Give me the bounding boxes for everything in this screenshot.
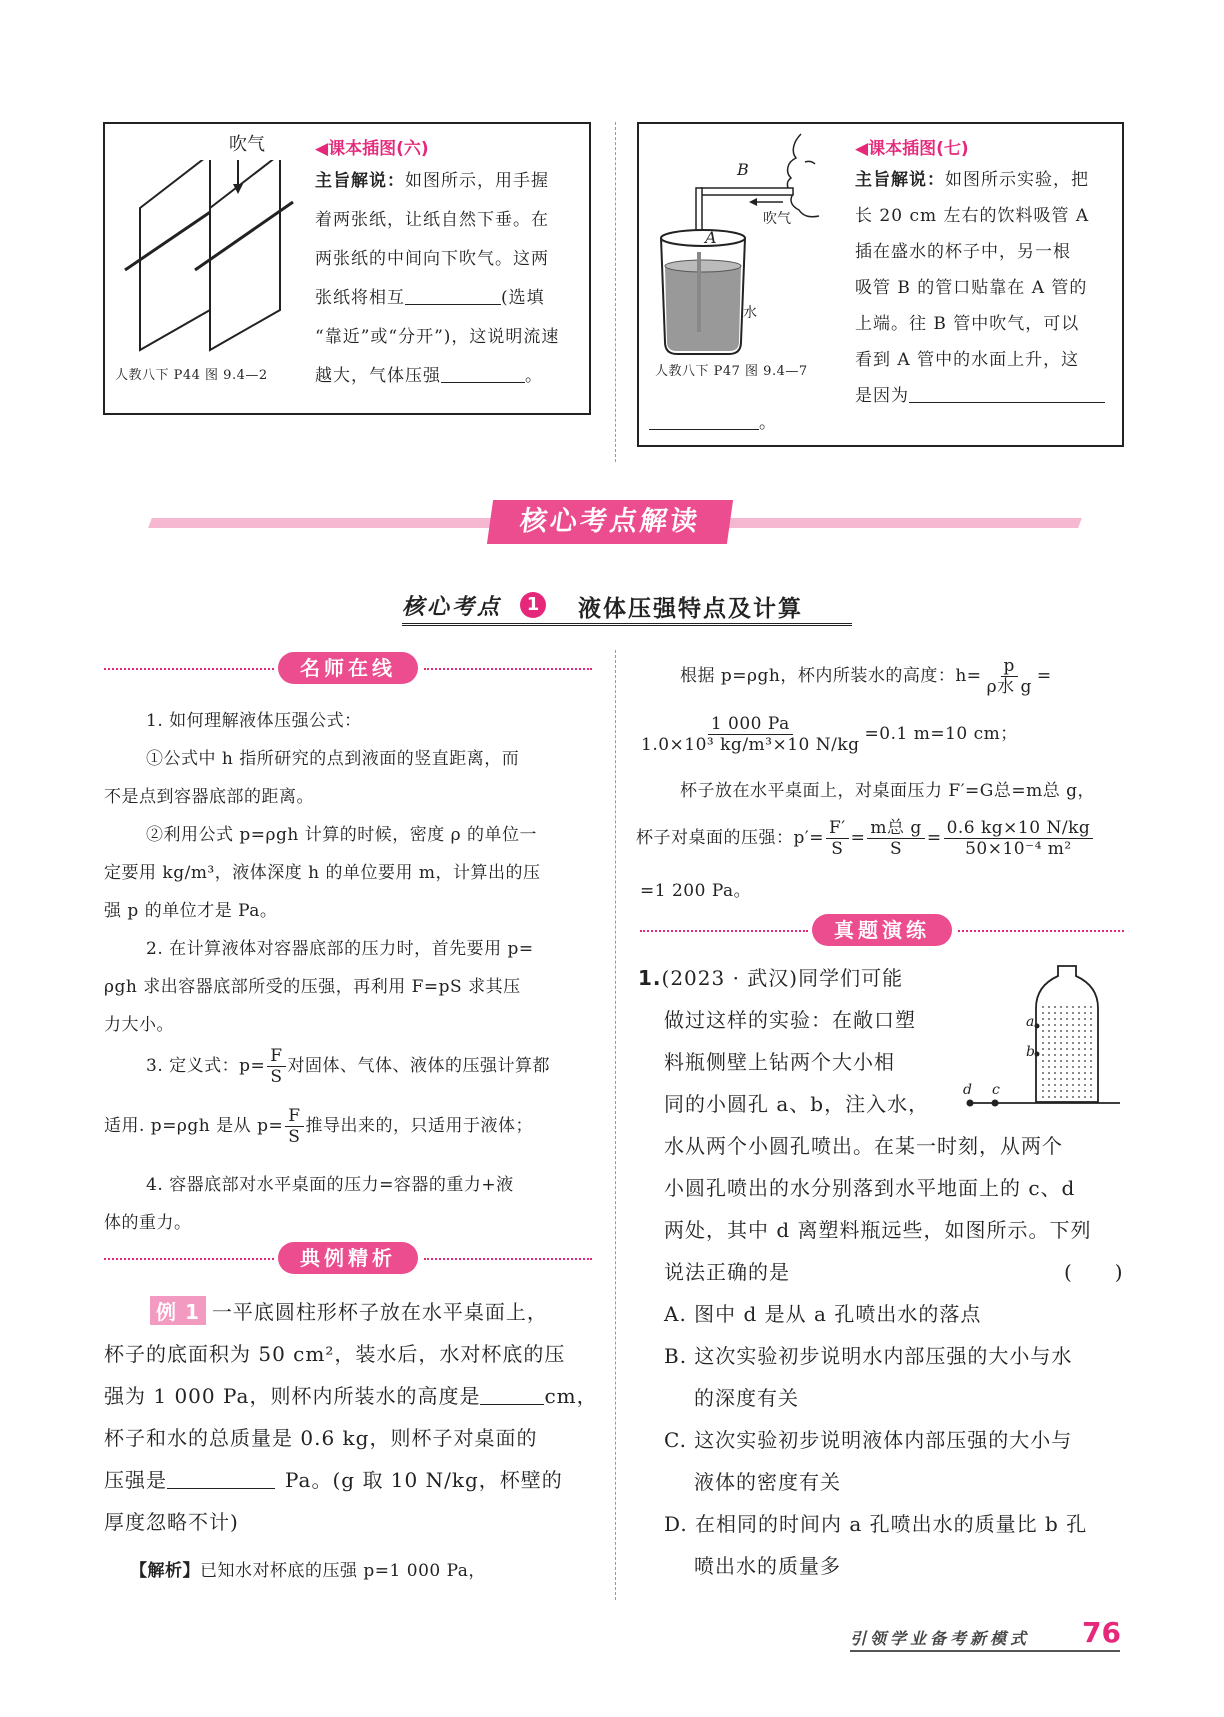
teacher-l11a: 适用. p=ρgh 是从 p= xyxy=(104,1116,284,1136)
figure6-line1: 如图所示，用手握 xyxy=(405,171,549,191)
figure7-last-line xyxy=(649,408,776,433)
teacher-l7: 2. 在计算液体对容器底部的压力时，首先要用 p= xyxy=(146,939,534,959)
answer-blank[interactable] xyxy=(480,1383,544,1405)
figure7-line7: 是因为 xyxy=(855,386,909,406)
practice-q-l5: 水从两个小圆孔喷出。在某一时刻，从两个 xyxy=(664,1134,1063,1158)
solution-r2 xyxy=(636,714,1018,755)
figure7-box xyxy=(637,122,1124,447)
teacher-header: 名师在线 xyxy=(278,652,418,684)
figure6-line6b: 。 xyxy=(525,366,543,386)
example-tag: 例 1 xyxy=(150,1296,206,1325)
figure6-line4b: (选填 xyxy=(501,288,545,308)
example-l3a: 强为 1 000 Pa，则杯内所装水的高度是 xyxy=(104,1384,481,1408)
answer-blank[interactable] xyxy=(405,287,501,305)
option-c-line2: 液体的密度有关 xyxy=(694,1470,841,1494)
keypoint-number: 1 xyxy=(520,592,546,618)
pressure-fraction xyxy=(285,1106,303,1147)
frac-num: p xyxy=(1001,656,1018,677)
teacher-l5: 定要用 kg/m³，液体深度 h 的单位要用 m，计算出的压 xyxy=(104,863,541,883)
option-d-line2: 喷出水的质量多 xyxy=(694,1554,841,1578)
figure7-line6: 看到 A 管中的水面上升，这 xyxy=(855,350,1080,370)
frac-den: 1.0×10³ kg/m³×10 N/kg xyxy=(641,735,860,755)
height-fraction xyxy=(984,656,1035,697)
footer-slogan: 引领学业备考新模式 xyxy=(850,1629,1031,1648)
mass-fraction xyxy=(867,818,924,859)
teacher-l11 xyxy=(104,1106,533,1147)
question-number: 1. xyxy=(638,966,662,990)
solution-r2b: =0.1 m=10 cm； xyxy=(864,724,1018,744)
example-divider-left xyxy=(104,1258,274,1260)
frac-den: S xyxy=(288,1127,301,1147)
point-c-label: c xyxy=(992,1082,1000,1098)
figure6-text xyxy=(315,162,585,396)
example-divider-right xyxy=(424,1258,592,1260)
figure7-line3: 插在盛水的杯子中，另一根 xyxy=(855,242,1071,262)
hole-b-label: b xyxy=(1026,1044,1035,1060)
figure7-line1: 如图所示实验，把 xyxy=(945,170,1089,190)
option-d-line1[interactable]: D. 在相同的时间内 a 孔喷出水的质量比 b 孔 xyxy=(664,1512,1088,1536)
bottle-illustration xyxy=(950,962,1120,1112)
teacher-l10a: 3. 定义式：p= xyxy=(146,1056,266,1076)
solution-r1 xyxy=(680,656,1052,697)
frac-num: F xyxy=(267,1046,285,1067)
teacher-divider-left xyxy=(104,668,274,670)
practice-q-l3: 料瓶侧壁上钻两个大小相 xyxy=(664,1050,895,1074)
blow-label: 吹气 xyxy=(229,134,265,155)
solution-r5: =1 200 Pa。 xyxy=(640,881,752,901)
pressure-fraction xyxy=(826,818,849,859)
column-divider xyxy=(615,650,616,1600)
figure6-box xyxy=(103,122,591,415)
answer-blank[interactable] xyxy=(909,385,1105,403)
figure6-line6a: 越大，气体压强 xyxy=(315,366,441,386)
figure6-line2: 着两张纸，让纸自然下垂。在 xyxy=(315,210,549,230)
jiexi-label: 【解析】 xyxy=(130,1561,200,1581)
figure7-title: ◀课本插图(七) xyxy=(855,139,969,159)
practice-q-l2: 做过这样的实验：在敞口塑 xyxy=(664,1008,916,1032)
example-jiexi xyxy=(130,1556,486,1581)
example-l2: 杯子的底面积为 50 cm²，装水后，水对杯底的压 xyxy=(104,1342,566,1366)
straw-b-label: B xyxy=(737,160,749,179)
teacher-l10b: 对固体、气体、液体的压强计算都 xyxy=(287,1056,551,1076)
teacher-l2: ①公式中 h 指所研究的点到液面的竖直距离，而 xyxy=(146,749,520,769)
practice-q-l1: (2023 · 武汉)同学们可能 xyxy=(661,966,904,990)
answer-blank[interactable] xyxy=(441,365,525,383)
example-l1 xyxy=(150,1296,548,1325)
example-l4: 杯子和水的总质量是 0.6 kg，则杯子对桌面的 xyxy=(104,1426,538,1450)
pressure-fraction xyxy=(267,1046,285,1087)
practice-q-l6: 小圆孔喷出的水分别落到水平地面上的 c、d xyxy=(664,1176,1076,1200)
figure7-line4: 吸管 B 的管口贴靠在 A 管的 xyxy=(855,278,1088,298)
teacher-l4: ②利用公式 p=ρgh 计算的时候，密度 ρ 的单位一 xyxy=(146,825,538,845)
keypoint-title: 液体压强特点及计算 xyxy=(578,596,803,622)
frac-num: 0.6 kg×10 N/kg xyxy=(944,818,1094,839)
solution-r1b: = xyxy=(1036,666,1052,686)
teacher-l6: 强 p 的单位才是 Pa。 xyxy=(104,901,278,921)
solution-r4: 杯子对桌面的压强：p′= $\frac{F'}{S}$ = $\frac{\text{m总 g}}{S}$ = $\frac{0.6 kg\times 10 N/kg}{\text{50×10⁻⁴ m²}}$ xyxy=(636,818,1095,859)
height-calc-fraction xyxy=(638,714,863,755)
teacher-l9: 力大小。 xyxy=(104,1015,174,1035)
teacher-l11b: 推导出来的，只适用于液体； xyxy=(305,1116,533,1136)
practice-q-l4: 同的小圆孔 a、b，注入水， xyxy=(664,1092,930,1116)
practice-divider-left xyxy=(640,930,808,932)
example-header: 典例精析 xyxy=(278,1242,418,1274)
straw-a-label: A xyxy=(705,228,717,247)
example-l5 xyxy=(104,1464,563,1493)
hole-a-label: a xyxy=(1026,1014,1035,1030)
example-l3 xyxy=(104,1380,598,1409)
example-l3b: cm， xyxy=(544,1384,598,1408)
frac-num: m总 g xyxy=(867,818,924,839)
teacher-l12: 4. 容器底部对水平桌面的压力=容器的重力+液 xyxy=(146,1175,514,1195)
figure6-title: ◀课本插图(六) xyxy=(315,139,429,159)
frac-num: 1 000 Pa xyxy=(708,714,793,735)
frac-den: S xyxy=(890,839,903,859)
solution-r1a: 根据 p=ρgh，杯内所装水的高度：h= xyxy=(680,666,982,686)
figure7-text xyxy=(855,162,1117,414)
frac-num: F xyxy=(285,1106,303,1127)
figure7-line2: 长 20 cm 左右的饮料吸管 A xyxy=(855,206,1090,226)
practice-header: 真题演练 xyxy=(812,914,952,946)
example-l5b: Pa。(g 取 10 N/kg，杯壁的 xyxy=(285,1468,563,1492)
option-c-line1[interactable]: C. 这次实验初步说明液体内部压强的大小与 xyxy=(664,1428,1073,1452)
figure6-line5: “靠近”或“分开”)，这说明流速 xyxy=(315,327,560,347)
teacher-l13: 体的重力。 xyxy=(104,1213,192,1233)
figure7-line8: 。 xyxy=(759,413,776,433)
answer-blank[interactable] xyxy=(649,412,759,430)
figure6-line4a: 张纸将相互 xyxy=(315,288,405,308)
page-number: 76 xyxy=(1082,1616,1121,1649)
point-d-label: d xyxy=(963,1082,972,1098)
example-l6: 厚度忽略不计) xyxy=(104,1510,239,1534)
example-l1-text: 一平底圆柱形杯子放在水平桌面上， xyxy=(211,1300,548,1324)
teacher-l10 xyxy=(146,1046,550,1087)
practice-q-l8: 说法正确的是 xyxy=(664,1260,790,1284)
teacher-l3: 不是点到容器底部的距离。 xyxy=(104,787,314,807)
teacher-divider-right xyxy=(424,668,592,670)
frac-den: S xyxy=(270,1067,283,1087)
solution-r3: 杯子放在水平桌面上，对桌面压力 F′=G总=m总 g， xyxy=(680,781,1096,801)
teacher-l8: ρgh 求出容器底部所受的压强，再利用 F=pS 求其压 xyxy=(104,977,521,997)
option-a[interactable]: A. 图中 d 是从 a 孔喷出水的落点 xyxy=(664,1302,982,1326)
practice-divider-right xyxy=(958,930,1124,932)
answer-blank[interactable] xyxy=(167,1467,275,1489)
water-label: 水 xyxy=(743,305,757,321)
option-b-line1[interactable]: B. 这次实验初步说明水内部压强的大小与水 xyxy=(664,1344,1073,1368)
jiexi-text: 已知水对杯底的压强 p=1 000 Pa， xyxy=(200,1561,486,1581)
figure6-line3: 两张纸的中间向下吹气。这两 xyxy=(315,249,549,269)
frac-den: ρ水 g xyxy=(986,677,1032,697)
keypoint-heading xyxy=(402,586,852,626)
paper-sheets-illustration xyxy=(115,160,295,360)
figure6-lead: 主旨解说： xyxy=(315,171,405,191)
figure7-caption: 人教八下 P47 图 9.4—7 xyxy=(655,364,808,379)
frac-num: F′ xyxy=(826,818,849,839)
option-b-line2: 的深度有关 xyxy=(694,1386,799,1410)
practice-q1 xyxy=(638,962,903,991)
frac-den: S xyxy=(831,839,844,859)
footer-rule xyxy=(850,1650,1120,1652)
answer-paren[interactable]: ( ) xyxy=(1064,1260,1124,1284)
section-banner xyxy=(150,500,1080,550)
figure6-caption: 人教八下 P44 图 9.4—2 xyxy=(115,368,268,383)
figure7-lead: 主旨解说： xyxy=(855,170,945,190)
solution-r4a: 杯子对桌面的压强：p′= xyxy=(636,828,824,848)
figure7-line5: 上端。往 B 管中吹气，可以 xyxy=(855,314,1080,334)
blow-label: 吹气 xyxy=(763,211,791,227)
value-fraction xyxy=(944,818,1094,859)
keypoint-prefix: 核心考点 xyxy=(402,594,503,620)
practice-q-l7: 两处，其中 d 离塑料瓶远些，如图所示。下列 xyxy=(664,1218,1092,1242)
frac-den: 50×10⁻⁴ m² xyxy=(965,839,1072,859)
teacher-l1: 1. 如何理解液体压强公式： xyxy=(146,711,362,731)
banner-title: 核心考点解读 xyxy=(487,500,733,544)
example-l5a: 压强是 xyxy=(104,1468,167,1492)
footer xyxy=(850,1616,1130,1656)
top-column-divider xyxy=(615,122,616,462)
